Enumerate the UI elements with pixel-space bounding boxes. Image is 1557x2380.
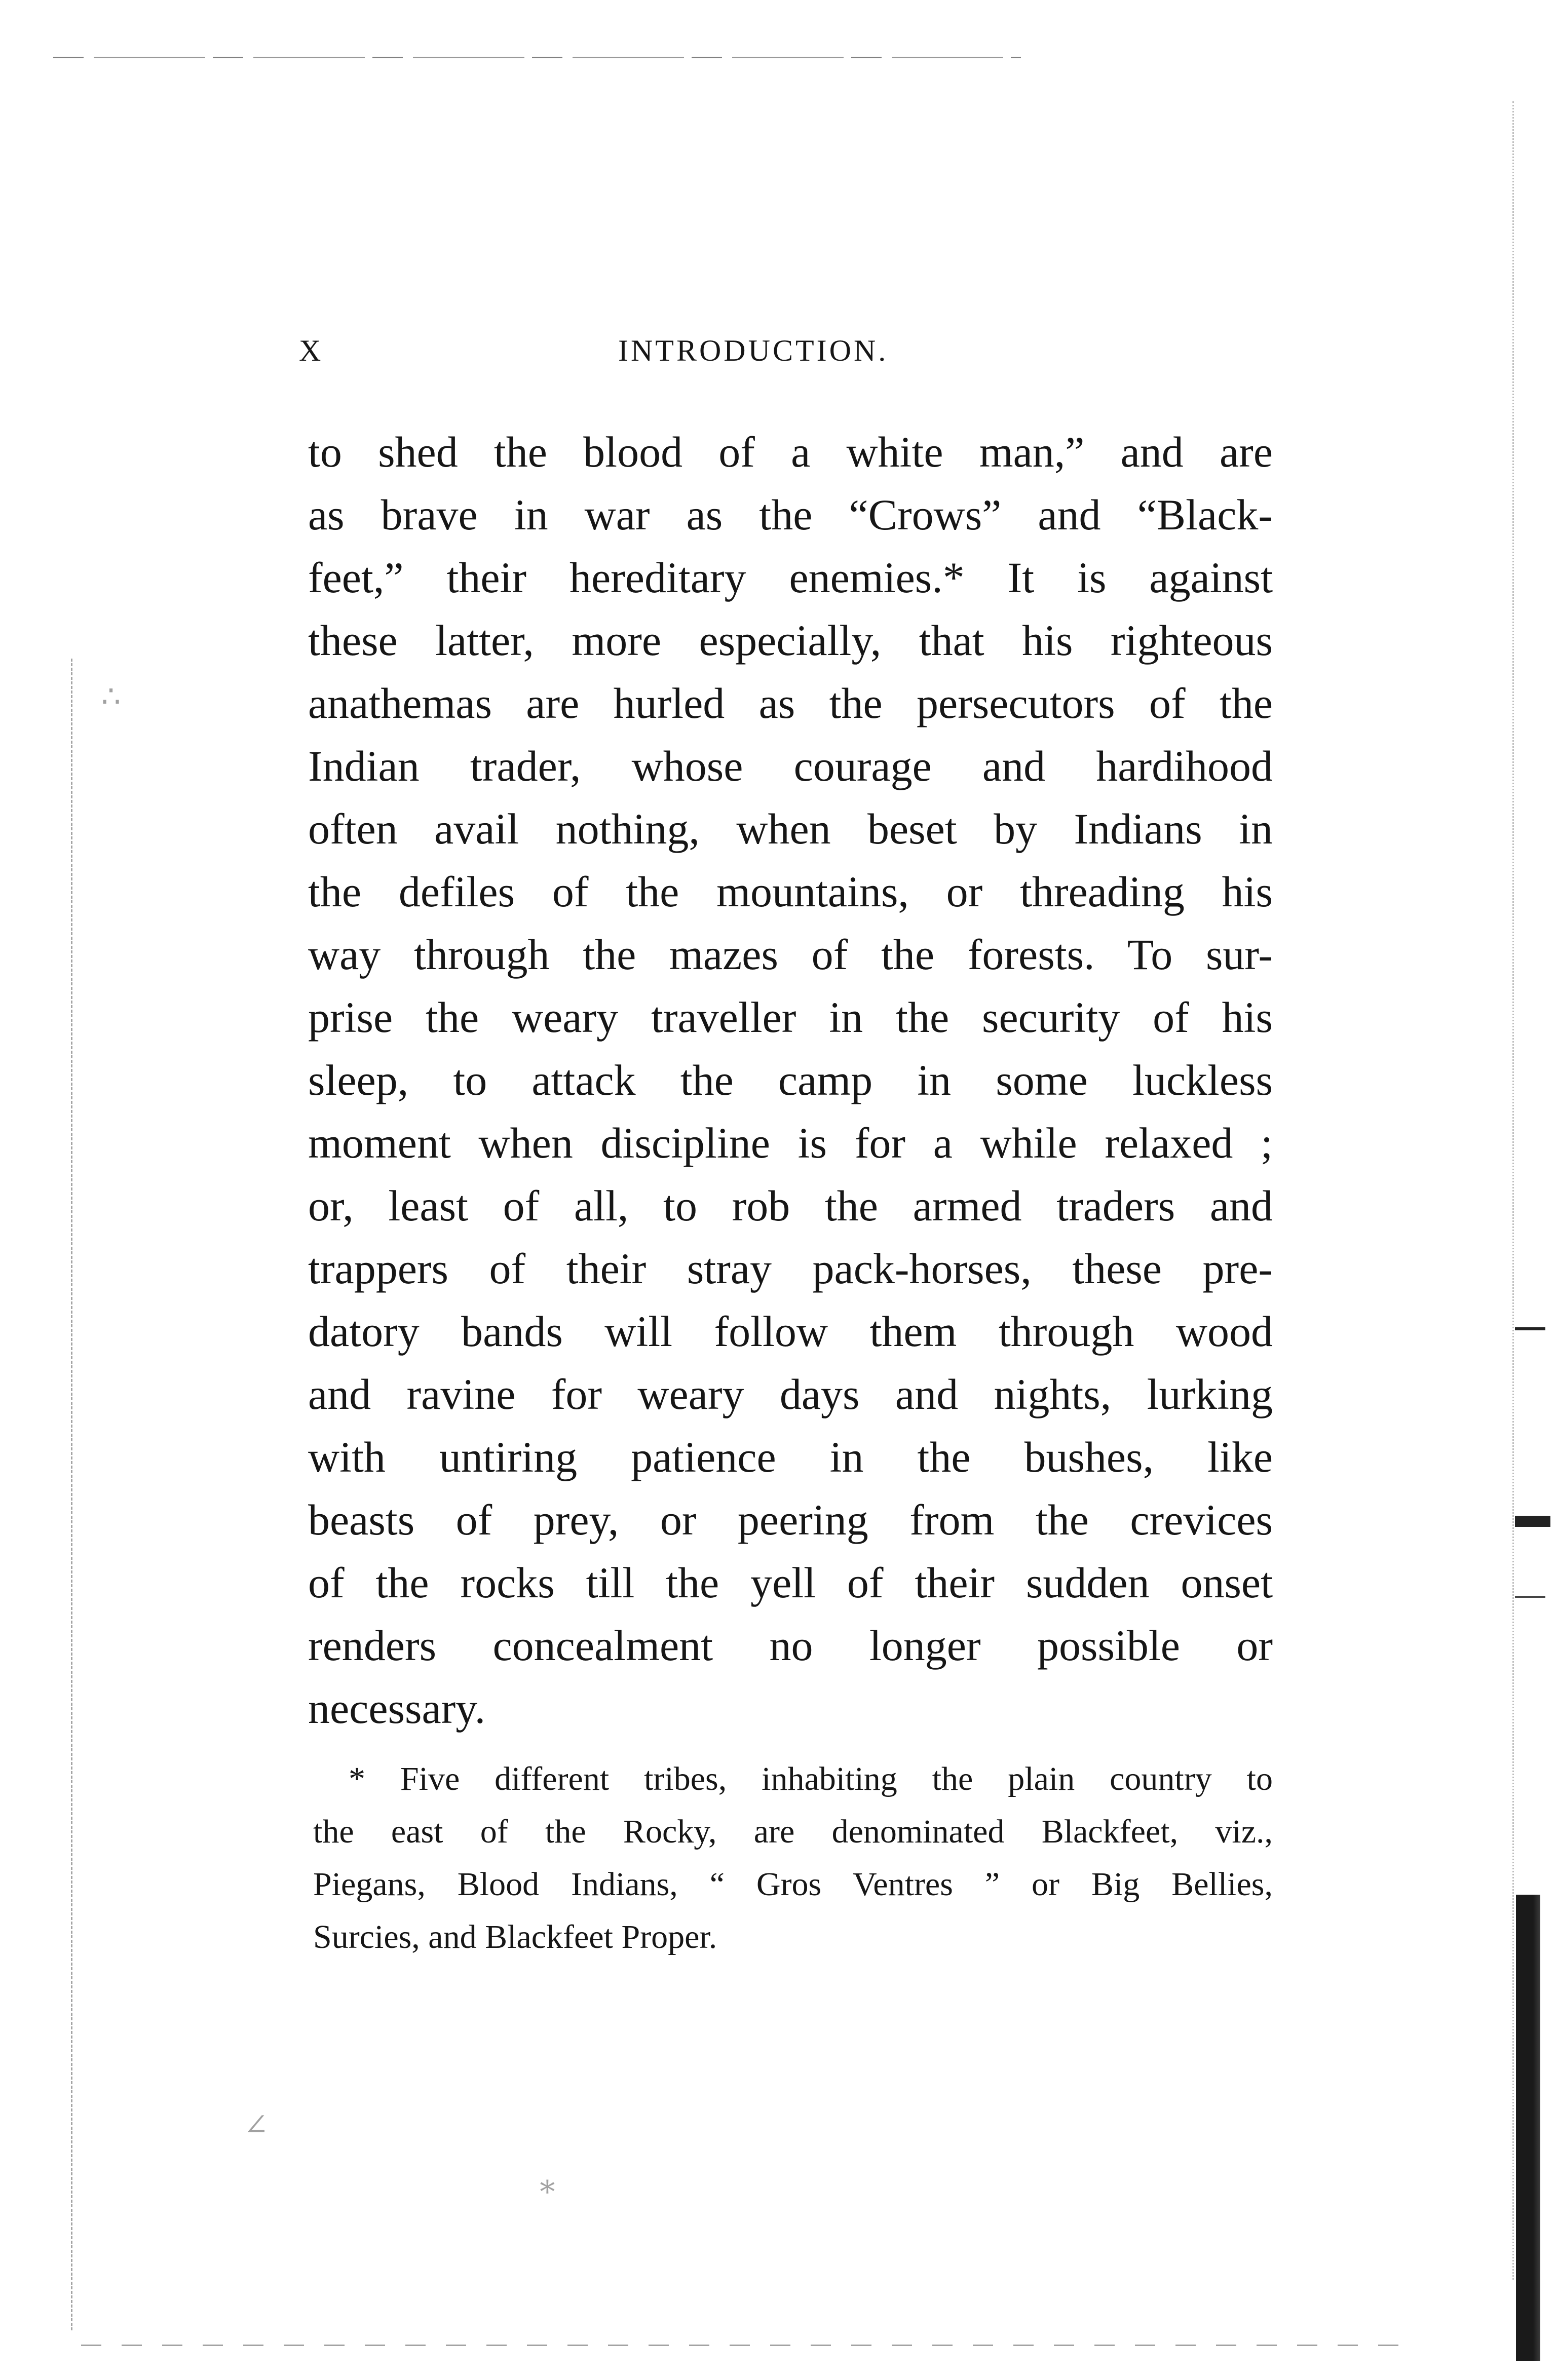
left-margin-scan-marks xyxy=(71,659,88,2330)
body-line: of the rocks till the yell of their sudden onset xyxy=(308,1558,1273,1607)
body-line: prise the weary traveller in the security of his xyxy=(308,993,1273,1042)
margin-smudge: ∠ xyxy=(243,2108,269,2142)
running-head: INTRODUCTION. xyxy=(618,334,889,367)
right-margin-dash xyxy=(1515,1516,1550,1527)
body-line: feet,” their hereditary enemies.* It is against xyxy=(308,553,1273,602)
body-line: trappers of their stray pack-horses, these pre- xyxy=(308,1244,1273,1293)
bottom-edge-scan-rule xyxy=(81,2345,1398,2346)
body-line: these latter, more especially, that his righteous xyxy=(308,616,1273,665)
footnote xyxy=(313,1753,1273,1964)
body-line: sleep, to attack the camp in some luckless xyxy=(308,1056,1273,1104)
footnote-line: Piegans, Blood Indians, “ Gros Ventres ” or Big Bellies, xyxy=(313,1866,1273,1903)
body-line: Indian trader, whose courage and hardihood xyxy=(308,742,1273,790)
footnote-line: * Five different tribes, inhabiting the plain country to xyxy=(349,1760,1273,1797)
margin-smudge: ∗ xyxy=(537,2169,558,2203)
body-line: renders concealment no longer possible or xyxy=(308,1621,1273,1670)
footnote-line: Surcies, and Blackfeet Proper. xyxy=(313,1918,717,1955)
body-line: necessary. xyxy=(308,1684,486,1733)
page-number: X xyxy=(299,334,323,367)
body-line: moment when discipline is for a while relaxed ; xyxy=(308,1119,1273,1167)
right-margin-dash xyxy=(1515,1596,1545,1598)
body-line: way through the mazes of the forests. To sur- xyxy=(308,930,1273,979)
body-line: and ravine for weary days and nights, lurking xyxy=(308,1370,1273,1418)
body-line: as brave in war as the “Crows” and “Black- xyxy=(308,490,1273,539)
body-line: often avail nothing, when beset by Indians in xyxy=(308,804,1273,853)
book-binding-edge xyxy=(1516,1895,1540,2361)
body-line: the defiles of the mountains, or threading his xyxy=(308,867,1273,916)
body-line: beasts of prey, or peering from the crevices xyxy=(308,1495,1273,1544)
body-line: with untiring patience in the bushes, like xyxy=(308,1433,1273,1481)
body-line: or, least of all, to rob the armed traders and xyxy=(308,1181,1273,1230)
footnote-line: the east of the Rocky, are denominated Blackfeet, viz., xyxy=(313,1813,1273,1850)
body-line: datory bands will follow them through wood xyxy=(308,1307,1273,1356)
right-margin-dash xyxy=(1515,1327,1545,1330)
body-line: to shed the blood of a white man,” and are xyxy=(308,428,1273,476)
page-header xyxy=(299,324,1272,370)
margin-smudge: ∴ xyxy=(101,680,121,713)
body-line: anathemas are hurled as the persecutors of the xyxy=(308,679,1273,727)
body-paragraph xyxy=(308,420,1273,1740)
top-edge-scan-rule xyxy=(53,57,1021,58)
